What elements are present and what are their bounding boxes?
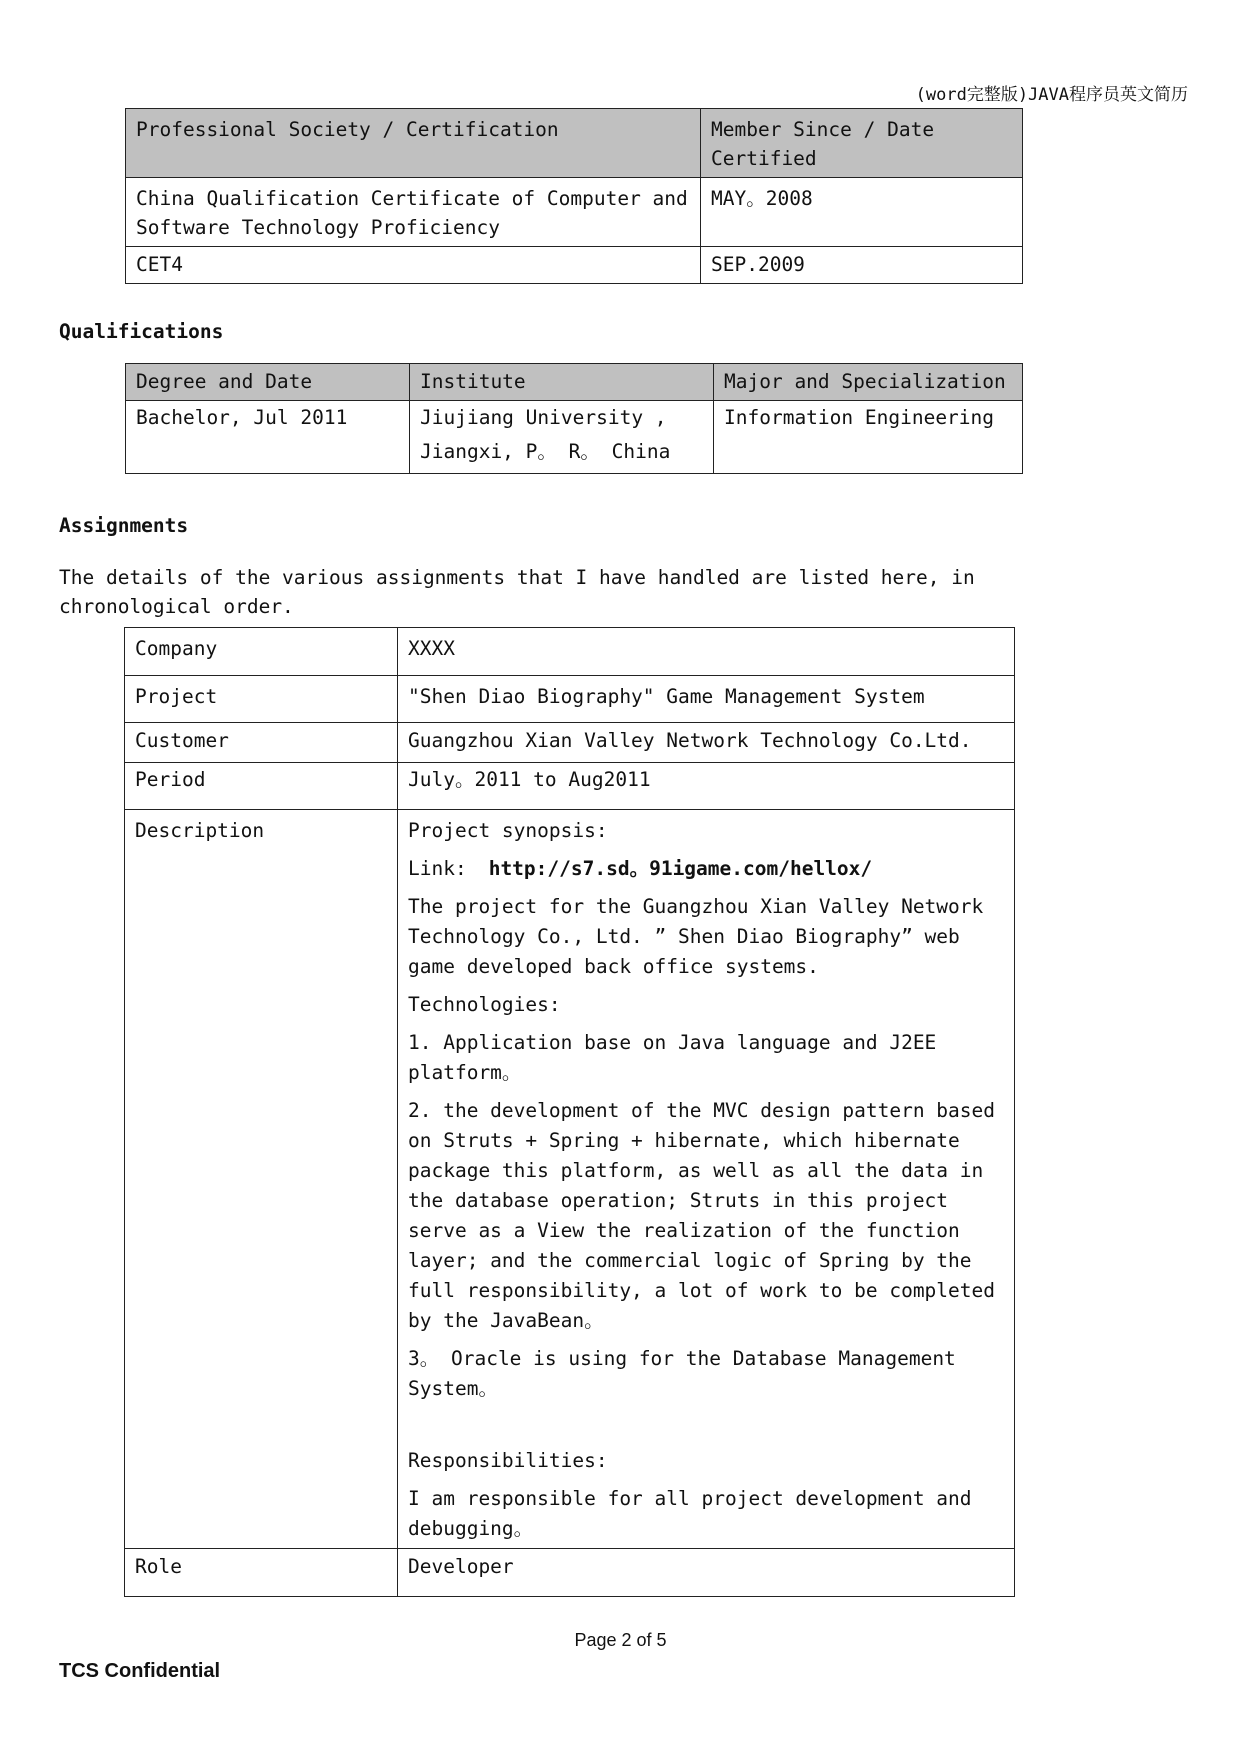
assignment-value: Developer xyxy=(398,1549,1015,1597)
table-row xyxy=(125,723,1015,763)
confidential-label: TCS Confidential xyxy=(59,1660,221,1682)
cert-name: China Qualification Certificate of Computer and Software Technology Proficiency xyxy=(126,178,701,247)
certification-table xyxy=(125,108,1023,284)
description-cell xyxy=(398,810,1015,1549)
qual-degree: Bachelor, Jul 2011 xyxy=(126,401,410,474)
certification-header-row xyxy=(126,109,1023,178)
assignment-label: Description xyxy=(125,810,398,1549)
table-row xyxy=(125,676,1015,723)
qualifications-heading: Qualifications xyxy=(59,320,224,343)
project-link: http://s7.sd。91igame.com/hellox/ xyxy=(488,857,873,880)
qual-major: Information Engineering xyxy=(714,401,1023,474)
page-number: Page 2 of 5 xyxy=(574,1630,667,1650)
table-row xyxy=(126,247,1023,284)
technology-item: 3。 Oracle is using for the Database Management System。 xyxy=(408,1347,956,1400)
cert-date: MAY。2008 xyxy=(701,178,1023,247)
table-row xyxy=(125,763,1015,810)
qual-header-degree: Degree and Date xyxy=(126,364,410,401)
spacer xyxy=(408,1412,1004,1446)
assignments-heading: Assignments xyxy=(59,514,189,537)
table-row xyxy=(126,401,1023,474)
table-row xyxy=(126,178,1023,247)
table-row xyxy=(125,810,1015,1549)
project-synopsis-label: Project synopsis: xyxy=(408,819,608,842)
assignment-label: Role xyxy=(125,1549,398,1597)
project-summary: The project for the Guangzhou Xian Valley Network Technology Co., Ltd. ” Shen Diao Biography” web game developed back office systems. xyxy=(408,895,984,978)
project-link-line xyxy=(408,854,1004,884)
link-label: Link: xyxy=(408,857,467,880)
assignment-label: Project xyxy=(125,676,398,723)
responsibilities-text: I am responsible for all project development and debugging。 xyxy=(408,1487,972,1540)
assignment-value: XXXX xyxy=(398,628,1015,676)
table-row xyxy=(125,1549,1015,1597)
qual-header-major: Major and Specialization xyxy=(714,364,1023,401)
qual-header-institute: Institute xyxy=(410,364,714,401)
document-header-title: (word完整版)JAVA程序员英文简历 xyxy=(915,85,1188,105)
assignment-value: July。2011 to Aug2011 xyxy=(398,763,1015,810)
assignment-value: Guangzhou Xian Valley Network Technology Co.Ltd. xyxy=(398,723,1015,763)
assignment-label: Company xyxy=(125,628,398,676)
assignments-intro: The details of the various assignments that I have handled are listed here, in chronological order. xyxy=(59,566,975,618)
technology-item: 2. the development of the MVC design pattern based on Struts + Spring + hibernate, which hibernate package this platform, as well as all the data in the database operation; Struts in this project serve as a View the realization of the function layer; and the commercial logic of Spring by the full responsibility, a lot of work to be completed by the JavaBean。 xyxy=(408,1099,995,1332)
assignment-table xyxy=(124,627,1015,1597)
technologies-label: Technologies: xyxy=(408,993,561,1016)
cert-name: CET4 xyxy=(126,247,701,284)
assignment-label: Customer xyxy=(125,723,398,763)
cert-header-society: Professional Society / Certification xyxy=(126,109,701,178)
technology-item: 1. Application base on Java language and J2EE platform。 xyxy=(408,1031,937,1084)
cert-date: SEP.2009 xyxy=(701,247,1023,284)
qualifications-table xyxy=(125,363,1023,474)
qualifications-header-row xyxy=(126,364,1023,401)
table-row xyxy=(125,628,1015,676)
responsibilities-label: Responsibilities: xyxy=(408,1449,608,1472)
cert-header-date: Member Since / Date Certified xyxy=(701,109,1023,178)
qual-institute: Jiujiang University , Jiangxi, P。 R。 China xyxy=(410,401,714,474)
assignment-label: Period xyxy=(125,763,398,810)
assignment-value: "Shen Diao Biography" Game Management System xyxy=(398,676,1015,723)
